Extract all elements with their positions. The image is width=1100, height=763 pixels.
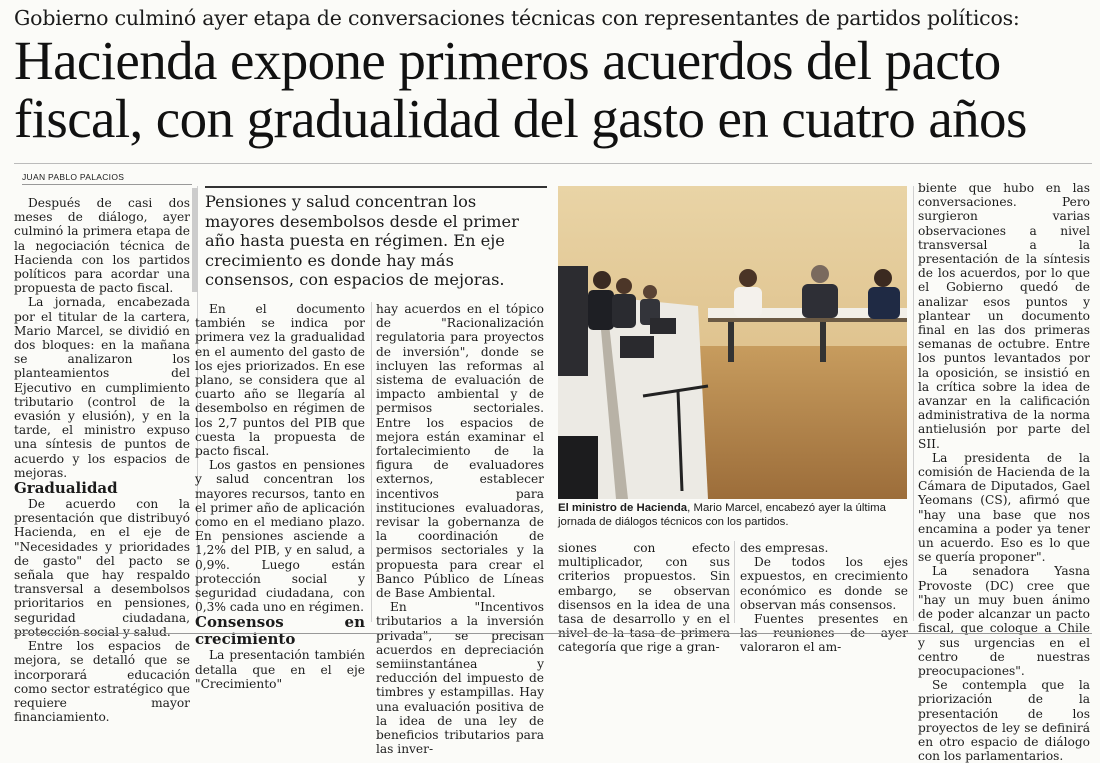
column-divider bbox=[734, 541, 735, 623]
headline-line-2: fiscal, con gradualidad del gasto en cuatro años bbox=[14, 88, 1027, 149]
caption-text: , Mario Marcel, encabezó ayer la última jornada de diálogos técnicos con los partidos. bbox=[558, 502, 886, 528]
headline-line-1: Hacienda expone primeros acuerdos del pacto bbox=[14, 30, 1001, 91]
paragraph: En "Incentivos tributarios a la inversión privada", se precisan acuerdos en depreciación semiinstantánea y reducción del impuesto de timbres y estampillas. Hay una evaluación positiva de la idea de una ley de beneficios tributarios para las inver- bbox=[376, 600, 544, 757]
paragraph: Fuentes presentes en las reuniones de ayer valoraron el am- bbox=[740, 612, 908, 655]
paragraph: Se contempla que la priorización de la presentación de los proyectos de ley se definirá en otro espacio de diálogo con los parlamentarios. bbox=[918, 678, 1090, 763]
column-3 bbox=[376, 302, 544, 757]
column-1 bbox=[14, 196, 190, 724]
footer-rule bbox=[14, 633, 1092, 634]
column-6 bbox=[918, 181, 1090, 763]
news-photo bbox=[558, 186, 907, 499]
paragraph: Después de casi dos meses de diálogo, ayer culminó la primera etapa de la negociación técnica de Hacienda con los partidos políticos para acordar una propuesta de pacto fiscal. bbox=[14, 196, 190, 296]
caption-bold: El ministro de Hacienda bbox=[558, 502, 688, 514]
pull-quote-bar bbox=[192, 188, 198, 292]
paragraph: En el documento también se indica por primera vez la gradualidad en el aumento del gasto de los ejes priorizados. En ese plano, se considera que al cuarto año se llegaría al desembolso en régimen de los 2,7 puntos del PIB que cuesta la propuesta de pacto fiscal. bbox=[195, 302, 365, 459]
paragraph: La jornada, encabezada por el titular de la cartera, Mario Marcel, se dividió en dos bloques: en la mañana se analizaron los planteamientos del Ejecutivo en cumplimiento tributario (control de la evasión y elusión), y en la tarde, el ministro expuso una síntesis de puntos de acuerdo y los espacios de mejoras. bbox=[14, 295, 190, 480]
column-divider bbox=[913, 186, 914, 621]
column-divider bbox=[371, 302, 372, 622]
paragraph: des empresas. bbox=[740, 541, 829, 555]
paragraph: De acuerdo con la presentación que distribuyó Hacienda, en el eje de "Necesidades y prioridades de gasto" del pacto se señala que hay respaldo transversal a desembolsos prioritarios en pensiones, seguridad ciudadana, protección social y salud. bbox=[14, 497, 190, 639]
header-rule bbox=[14, 163, 1092, 164]
pull-quote: Pensiones y salud concentran los mayores desembolsos desde el primer año hasta puesta en régimen. En eje crecimiento es donde hay más consensos, con espacios de mejoras. bbox=[205, 186, 547, 290]
paragraph: La presentación también detalla que en el eje "Crecimiento" bbox=[195, 648, 365, 691]
column-5 bbox=[740, 541, 908, 655]
paragraph: hay acuerdos en el tópico de "Racionalización regulatoria para proyectos de inversión", donde se incluyen las reformas al sistema de evaluación de impacto ambiental y de permisos sectoriales. Entre los espacios de mejora están examinar el fortalecimiento de la figura de evaluadores externos, establecer incentivos para instituciones evaluadoras, revisar la gobernanza de la coordinación de permisos sectoriales y la propuesta para crear el Banco Público de Líneas de Base Ambiental. bbox=[376, 302, 544, 601]
kicker: Gobierno culminó ayer etapa de conversaciones técnicas con representantes de partidos políticos: bbox=[14, 6, 1020, 30]
paragraph: siones con efecto multiplicador, con sus criterios propuestos. Sin embargo, se observan disensos en la idea de una tasa de desarrollo y en el nivel de la tasa de primera categoría que rige a gran- bbox=[558, 541, 730, 655]
paragraph: De todos los ejes expuestos, en crecimiento económico es donde se observan más consensos. bbox=[740, 555, 908, 612]
paragraph: La senadora Yasna Provoste (DC) cree que "hay un muy buen ánimo de poder alcanzar un pacto fiscal, que coloque a Chile y sus urgencias en el centro de nuestras preocupaciones". bbox=[918, 564, 1090, 678]
paragraph: biente que hubo en las conversaciones. Pero surgieron varias observaciones a nivel transversal a la presentación de la síntesis de los acuerdos, por lo que el Gobierno quedó de analizar esos puntos y plantear un documento final en las dos primeras semanas de octubre. Entre los puntos levantados por la oposición, se insistió en la crítica sobre la idea de avanzar en la calificación administrativa de la norma antielusión por parte del SII. bbox=[918, 181, 1090, 451]
paragraph: Entre los espacios de mejora, se detalló que se incorporará educación como sector estratégico que requiere mayor financiamiento. bbox=[14, 639, 190, 725]
paragraph: Los gastos en pensiones y salud concentran los mayores recursos, tanto en el primer año de aplicación como en el mediano plazo. En pensiones asciende a 1,2% del PIB, y en salud, a 0,9%. Luego están protección social y seguridad ciudadana, con 0,3% cada uno en régimen. bbox=[195, 458, 365, 615]
column-4 bbox=[558, 541, 730, 655]
paragraph: La presidenta de la comisión de Hacienda de la Cámara de Diputados, Gael Yeomans (CS), afirmó que "hay una base que nos encamina a poder ya tener un acuerdo. Eso es lo que se quería proponer". bbox=[918, 450, 1090, 565]
photo-meeting-room bbox=[558, 186, 907, 499]
photo-caption bbox=[558, 502, 908, 530]
subhead-consensos: Consensos en crecimiento bbox=[195, 613, 365, 649]
subhead-gradualidad: Gradualidad bbox=[14, 479, 118, 498]
byline: JUAN PABLO PALACIOS bbox=[22, 172, 192, 185]
headline bbox=[14, 32, 1099, 148]
